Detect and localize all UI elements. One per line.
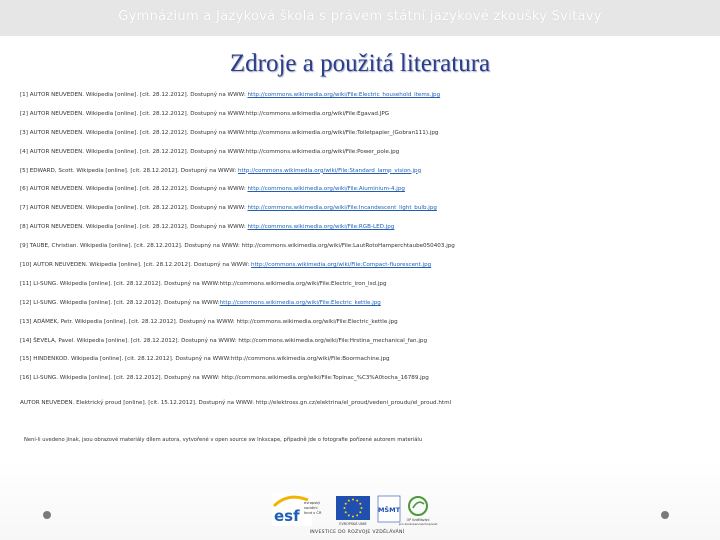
reference-text: [13] ADÁMEK, Petr. Wikipedia [online]. [cit. 28.12.2012]. Dostupný na WWW: http://commons.wikimedia.org/wiki/File:Electric_kettle.jpg [20,318,398,325]
reference-link[interactable]: http://commons.wikimedia.org/wiki/File:Electric_household_items.jpg [247,92,441,98]
reference-link[interactable]: http://commons.wikimedia.org/wiki/File:Standard_lamp_vision.jpg [237,167,422,174]
esf-caption-1: evropský [304,501,321,505]
nav-dot-right [661,511,669,519]
op-circle-icon [409,497,427,515]
eu-caption: EVROPSKÁ UNIE [339,522,367,526]
reference-list [20,86,705,388]
op-caption-2: pro konkurenceschopnost [398,522,438,526]
esf-caption-3: fond v ČR [304,511,322,515]
reference-text: [3] AUTOR NEUVEDEN. Wikipedia [online]. [cit. 28.12.2012]. Dostupný na WWW:http://commons.wikimedia.org/wiki/File:Toiletpapier_(Gobran111).jpg [20,129,439,136]
reference-item [20,294,705,313]
reference-item [20,143,705,162]
reference-item [20,180,705,199]
msmt-logo [378,496,401,522]
reference-text: [6] AUTOR NEUVEDEN. Wikipedia [online]. [cit. 28.12.2012]. Dostupný na WWW: [20,186,248,193]
op-leaf-icon [413,502,424,508]
reference-link[interactable]: http://commons.wikimedia.org/wiki/File:RGB-LED.jpg [247,224,395,231]
reference-item [20,105,705,124]
reference-link[interactable]: http://commons.wikimedia.org/wiki/File:Aluminium-4.jpg [247,186,405,193]
reference-item [20,237,705,256]
logo-caption: INVESTICE DO ROZVOJE VZDĚLÁVÁNÍ [309,530,405,535]
esf-caption-2: sociální [304,506,318,510]
school-name: Gymnázium a Jazyková škola s právem státní jazykové zkoušky Svitavy [118,9,602,24]
reference-item [20,218,705,237]
eu-flag-logo [336,496,370,526]
reference-link[interactable]: http://commons.wikimedia.org/wiki/File:Electric_kettle.jpg [219,299,381,306]
footnote: Není-li uvedeno jinak, jsou obrazové materiály dílem autora, vytvořené v open source sw Inkscape, případně jde o fotografie pořízené autorem materiálu [24,437,423,443]
reference-text: [10] AUTOR NEUVEDEN. Wikipedia [online]. [cit. 28.12.2012]. Dostupný na WWW: [20,262,252,269]
reference-text: [14] ŠEVELA, Pavel. Wikipedia [online]. [cit. 28.12.2012]. Dostupný na WWW: http://commons.wikimedia.org/wiki/File:Hrstina_mechanical_fan.jpg [20,337,427,344]
reference-item [20,162,705,181]
page-title: Zdroje a použitá literatura [229,50,491,77]
reference-text: [9] TAUBE, Christian. Wikipedia [online]. [cit. 28.12.2012]. Dostupný na WWW: http://commons.wikimedia.org/wiki/File:LautRotoHamperchtaube050403.jpg [20,243,455,250]
reference-item [20,332,705,351]
reference-text: [4] AUTOR NEUVEDEN. Wikipedia [online]. [cit. 28.12.2012]. Dostupný na WWW:http://commons.wikimedia.org/wiki/File:Power_pole.jpg [20,148,400,155]
reference-text: [7] AUTOR NEUVEDEN. Wikipedia [online]. [cit. 28.12.2012]. Dostupný na WWW: [20,205,248,212]
reference-text: [15] HINDENKOD. Wikipedia [online]. [cit. 28.12.2012]. Dostupný na WWW:http://commons.wikimedia.org/wiki/File:Boormachine.jpg [20,356,390,363]
reference-item [20,199,705,218]
reference-text: [16] LI-SUNG. Wikipedia [online]. [cit. 28.12.2012]. Dostupný na WWW: http://commons.wikimedia.org/wiki/File:Topinac_%C3%A0tocha_16789.jpg [20,375,429,382]
reference-text: [1] AUTOR NEUVEDEN. Wikipedia [online]. [cit. 28.12.2012]. Dostupný na WWW: [20,92,248,98]
nav-dot-left [43,511,51,519]
reference-item [20,86,705,105]
reference-item [20,275,705,294]
extra-reference: AUTOR NEUVEDEN. Elektrický proud [online]. [cit. 15.12.2012]. Dostupný na WWW: http://elektross.gn.cz/elektrina/el_proud/vedeni_proudu/el_proud.html [20,400,452,406]
reference-item [20,369,705,388]
reference-text: [5] EDWARD, Scott. Wikipedia [online]. [cit. 28.12.2012]. Dostupný na WWW: [20,167,238,174]
esf-logo [272,494,322,526]
reference-text: [8] AUTOR NEUVEDEN. Wikipedia [online]. [cit. 28.12.2012]. Dostupný na WWW: [20,224,248,231]
op-caption-1: OP Vzdělávání [406,518,430,522]
reference-text: [12] LI-SUNG. Wikipedia [online]. [cit. 28.12.2012]. Dostupný na WWW: [20,299,220,306]
op-vk-logo [399,497,438,526]
svg-text:esf: esf [274,507,300,525]
reference-text: [2] AUTOR NEUVEDEN. Wikipedia [online]. [cit. 28.12.2012]. Dostupný na WWW:http://commons.wikimedia.org/wiki/File:Egavad.JPG [20,110,390,117]
reference-link[interactable]: http://commons.wikimedia.org/wiki/File:Compact-fluorescent.jpg [251,262,432,269]
reference-item [20,124,705,143]
reference-text: [11] LI-SUNG. Wikipedia [online]. [cit. 28.12.2012]. Dostupný na WWW:http://commons.wikimedia.org/wiki/File:Electric_iron_lsd.jpg [20,280,387,287]
msmt-text: MŠMT [377,506,401,514]
reference-item [20,313,705,332]
reference-item [20,256,705,275]
reference-item [20,350,705,369]
reference-link[interactable]: http://commons.wikimedia.org/wiki/File:Incandescent_light_bulb.jpg [247,205,437,212]
